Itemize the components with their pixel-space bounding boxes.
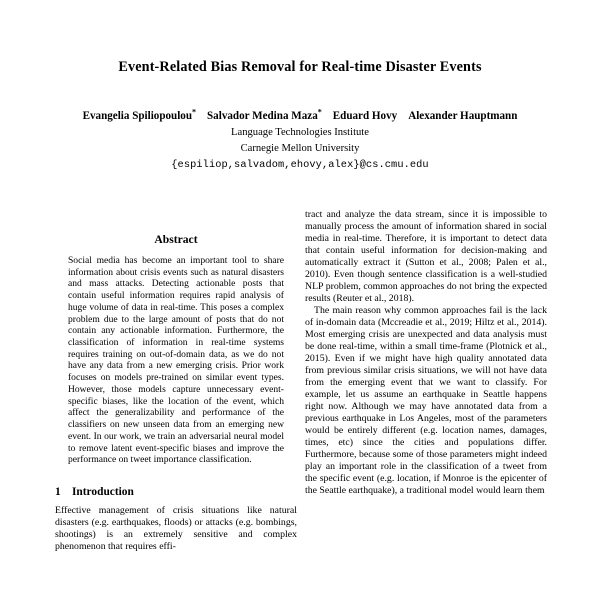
author-name: Eduard Hovy bbox=[332, 110, 398, 123]
author-footnote-marker: * bbox=[192, 107, 197, 117]
intro-paragraph-two: The main reason why common approaches fail is the lack of in-domain data (Mccreadie et al., 2019; Hiltz et al., 2014). Most emerging crisis are unexpected and data analysis must be done real-time, within a small time-frame (Plotnick et al., 2015). Even if we might have high quality annotated data from previous similar crisis situations, we will not have data from the emerging event that we want to classify. For example, let us assume an earthquake in Seattle happens right now. Although we may have annotated data from a previous earthquake in Los Angeles, most of the parameters would be entirely different (e.g. location names, damages, times, etc) since the cities and populations differ. Furthermore, because some of those parameters might indeed play an important role in the classification of a tweet from the specific event (e.g. location, if Monroe is the epicenter of the Seattle earthquake), a traditional model would learn them bbox=[305, 305, 547, 496]
left-column bbox=[55, 205, 297, 600]
right-column bbox=[305, 205, 547, 600]
author-entry bbox=[82, 107, 197, 123]
author-name: Evangelia Spiliopoulou bbox=[82, 110, 193, 123]
author-footnote-marker: * bbox=[317, 107, 322, 117]
body-columns bbox=[0, 205, 600, 600]
affiliation-institute: Language Technologies Institute bbox=[231, 127, 369, 139]
author-entry bbox=[408, 110, 517, 122]
section-heading-introduction bbox=[55, 466, 297, 505]
author-name: Salvador Medina Maza bbox=[207, 110, 318, 123]
abstract-heading: Abstract bbox=[154, 233, 198, 246]
author-entry bbox=[207, 107, 322, 123]
intro-paragraph-continued: tract and analyze the data stream, since it is impossible to manually process the amount of information shared in social media in real-time. Therefore, it is important to detect data that contain useful information for decision-making and automatically extract it (Sutton et al., 2008; Palen et al., 2010). Even though sentence classification is a well-studied NLP problem, common approaches do not bring the expected results (Reuter et al., 2018). bbox=[305, 209, 547, 304]
abstract-text: Social media has become an important tool to share information about crisis events such as natural disasters and mass attacks. Detecting actionable posts that contain useful information requires rapid analysis of huge volume of data in real-time. This poses a complex problem due to the large amount of posts that do not contain any actionable information. Furthermore, the classification of information in real-time systems requires training on out-of-domain data, as we do not have any data from a new emerging crisis. Prior work focuses on models pre-trained on similar event types. However, those models capture unnecessary event-specific biases, like the location of the event, which affect the generalizability and performance of the classifiers on new unseen data from an emerging new event. In our work, we train an adversarial neural model to remove latent event-specific biases and improve the performance on tweet importance classification. bbox=[68, 255, 284, 466]
author-list bbox=[0, 76, 600, 124]
section-title: Introduction bbox=[72, 485, 134, 498]
section-number: 1 bbox=[55, 485, 61, 498]
intro-paragraph-left: Effective management of crisis situations like natural disasters (e.g. earthquakes, floods) or attacks (e.g. bombings, shootings) is an extremely sensitive and complex phenomenon that requires effi- bbox=[55, 504, 297, 552]
paper-title: Event-Related Bias Removal for Real-time Disaster Events bbox=[118, 59, 482, 75]
author-entry bbox=[333, 110, 397, 122]
author-name: Alexander Hauptmann bbox=[408, 110, 518, 123]
affiliation-university: Carnegie Mellon University bbox=[240, 143, 360, 155]
contact-email: {espiliop,salvadom,ehovy,alex}@cs.cmu.edu bbox=[171, 159, 429, 172]
